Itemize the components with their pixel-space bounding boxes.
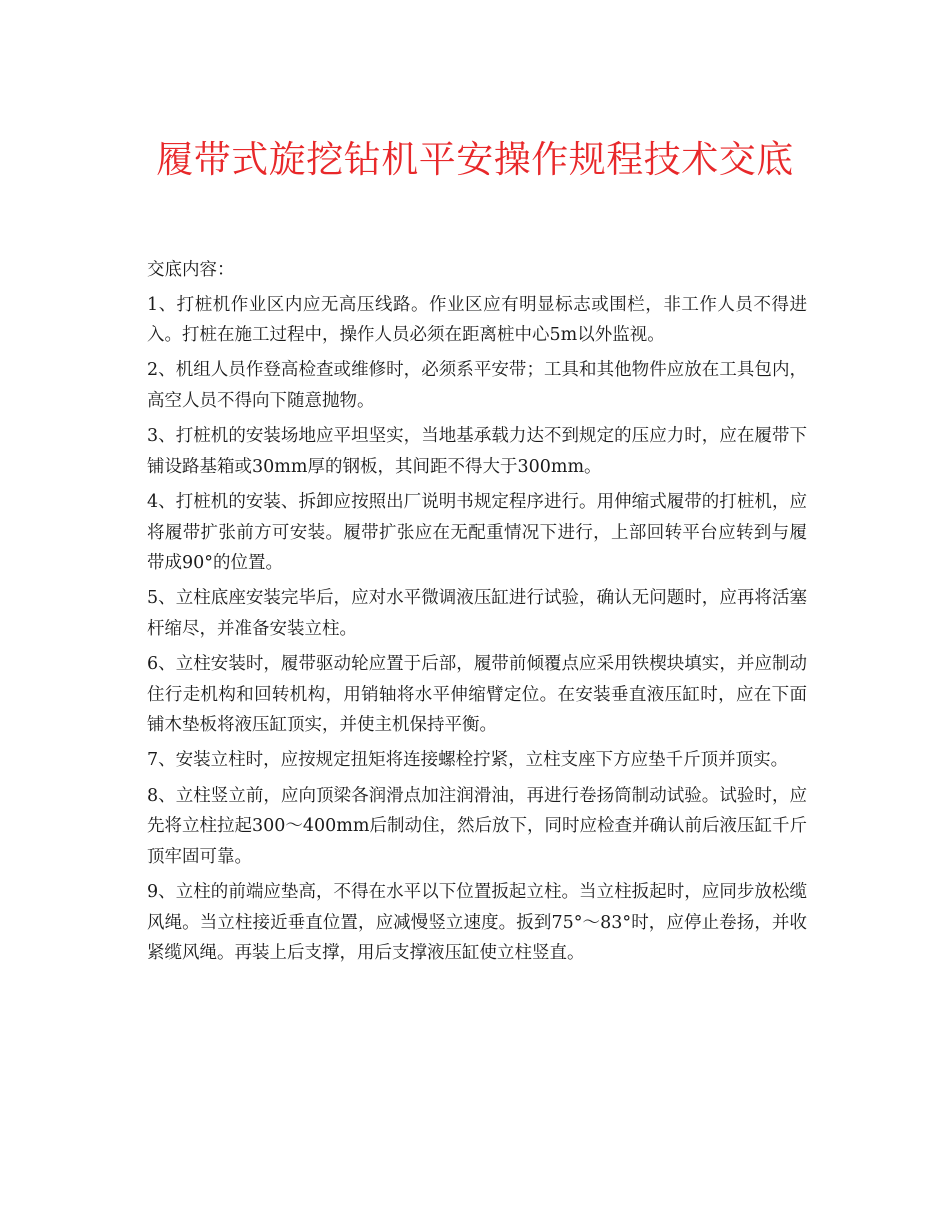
clause-5: 5、立柱底座安装完毕后，应对水平微调液压缸进行试验，确认无问题时，应再将活塞杆缩尽，并准备安装立柱。 (147, 588, 807, 639)
clause-7: 7、安装立柱时，应按规定扭矩将连接螺栓拧紧，立柱支座下方应垫千斤顶并顶实。 (147, 750, 789, 771)
clause-3: 3、打桩机的安装场地应平坦坚实，当地基承载力达不到规定的压应力时，应在履带下铺设路基箱或30mm厚的钢板，其间距不得大于300mm。 (147, 426, 807, 477)
clause-8: 8、立柱竖立前，应向顶梁各润滑点加注润滑油，再进行卷扬筒制动试验。试验时，应先将立柱拉起300～400mm后制动住，然后放下，同时应检查并确认前后液压缸千斤顶牢固可靠。 (147, 785, 807, 867)
intro-label: 交底内容： (147, 260, 235, 280)
clause-4: 4、打桩机的安装、拆卸应按照出厂说明书规定程序进行。用伸缩式履带的打桩机，应将履带扩张前方可安装。履带扩张应在无配重情况下进行，上部回转平台应转到与履带成90°的位置。 (147, 491, 807, 574)
document-body (147, 255, 807, 973)
clause-6: 6、立柱安装时，履带驱动轮应置于后部，履带前倾覆点应采用铁楔块填实，并应制动住行走机构和回转机构，用销轴将水平伸缩臂定位。在安装垂直液压缸时，应在下面铺木垫板将液压缸顶实，并使主机保持平衡。 (147, 654, 807, 736)
clause-2: 2、机组人员作登高检查或维修时，必须系平安带；工具和其他物件应放在工具包内，高空人员不得向下随意抛物。 (147, 360, 807, 411)
clause-9: 9、立柱的前端应垫高，不得在水平以下位置扳起立柱。当立柱扳起时，应同步放松缆风绳。当立柱接近垂直位置，应减慢竖立速度。扳到75°～83°时，应停止卷扬，并收紧缆风绳。再装上后支撑，用后支撑液压缸使立柱竖直。 (147, 882, 807, 964)
clause-1: 1、打桩机作业区内应无高压线路。作业区应有明显标志或围栏，非工作人员不得进入。打桩在施工过程中，操作人员必须在距离桩中心5m以外监视。 (147, 294, 807, 346)
document-title: 履带式旋挖钻机平安操作规程技术交底 (156, 138, 794, 181)
